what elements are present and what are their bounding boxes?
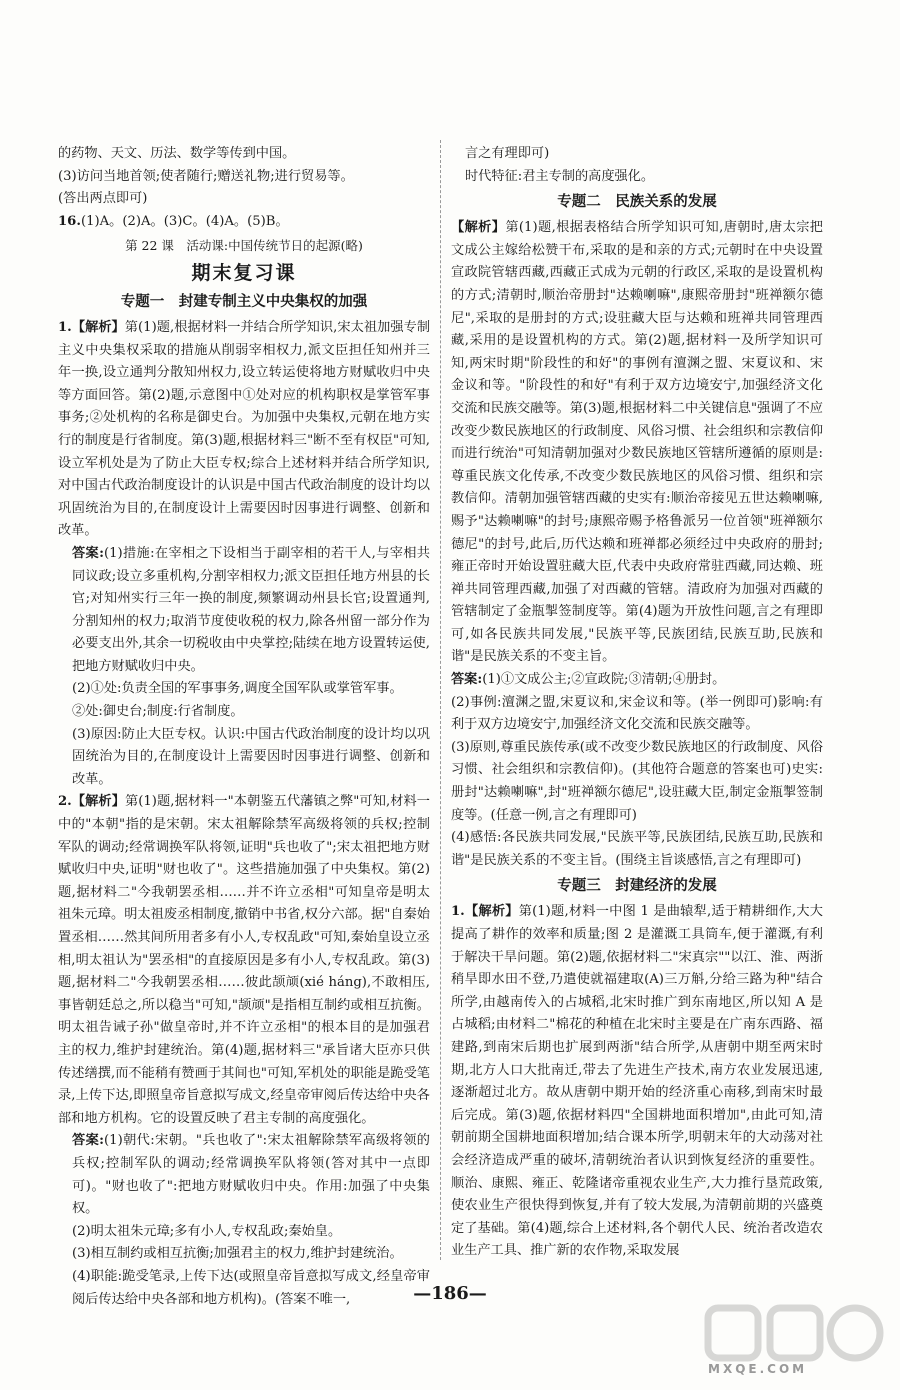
lesson-22-line: 第 22 课 活动课:中国传统节日的起源(略): [125, 238, 363, 254]
analysis-tag: 【解析】: [71, 319, 125, 335]
text-line: 言之有理即可): [465, 146, 550, 161]
question-number: 1.: [58, 319, 72, 335]
q2-analysis: [58, 791, 430, 1130]
answer-text: (2)事例:澶渊之盟,宋夏议和,宋金议和等。(举一例即可)影响:有利于双方边境安宁,加强经济文化交流和民族交融等。: [451, 694, 823, 733]
page-number: —186—: [413, 1283, 487, 1304]
analysis-tag: 【解析】: [464, 904, 519, 920]
answer-text: (4)感悟:各民族共同发展,"民族平等,民族团结,民族互助,民族和谐"是民族关系的不变主旨。(围绕主旨谈感悟,言之有理即可): [451, 830, 823, 868]
q1-analysis: [58, 317, 430, 543]
q1-answer: [58, 543, 430, 679]
q2-answer: [58, 1130, 430, 1220]
question-number: 16.: [58, 213, 81, 229]
text-line: 的药物、天文、历法、数学等传到中国。: [58, 146, 296, 161]
answer-text: (3)原因:防止大臣专权。认识:中国古代政治制度的设计均以巩固统治为目的,在制度设计上需要因时因事进行调整、创新和改革。: [72, 726, 430, 787]
analysis-tag: 【解析】: [451, 220, 506, 236]
answer-tag: 答案:: [451, 672, 483, 688]
answer-text: (3)相互制约或相互抗衡;加强君主的权力,维护封建统治。: [72, 1246, 403, 1262]
answer-text: (3)原则,尊重民族传承(或不改变少数民族地区的行政制度、风俗习惯、社会组织和宗教信仰)。(其他符合题意的答案也可)史实:册封"达赖喇嘛",封"班禅额尔德尼",设驻藏大臣,制定金瓶掣签制度等。(任意一例,言之有理即可): [451, 739, 823, 823]
analysis-tag: 【解析】: [71, 794, 125, 810]
text-line: (3)访问当地首领;使者随行;赠送礼物;进行贸易等。: [58, 168, 354, 184]
question-answer: (1)A。(2)A。(3)C。(4)A。(5)B。: [80, 213, 289, 229]
answer-text: (2)明太祖朱元璋;多有小人,专权乱政;秦始皇。: [72, 1223, 342, 1239]
answer-tag: 答案:: [72, 545, 104, 561]
question-number: 2.: [58, 794, 72, 810]
right-column: [451, 143, 823, 1263]
column-divider: [440, 140, 441, 1260]
question-number: 1.: [451, 904, 465, 920]
analysis-text: 第(1)题,据材料一"本朝鉴五代藩镇之弊"可知,材料一中的"本朝"指的是宋朝。宋太祖解除禁军高级将领的兵权;控制军队的调动;经常调换军队将领,证明"兵也收了";宋太祖把地方财赋收归中央,证明"财也收了"。这些措施加强了中央集权。第(2)题,据材料二"今我朝罢丞相……并不许立丞相"可知皇帝是明太祖朱元璋。明太祖废丞相制度,撤销中书省,权分六部。据"自秦始置丞相……然其间所用者多有小人,专权乱政"可知,秦始皇设立丞相,明太祖认为"罢丞相"的直接原因是多有小人,专权乱政。第(3)题,据材料二"今我朝罢丞相……彼此颉颃(xié háng),不敢相压,事皆朝廷总之,所以稳当"可知,"颉颃"是指相互制约或相互抗衡。明太祖告诫子孙"做皇帝时,并不许立丞相"的根本目的是加强君主的权力,维护封建统治。第(4)题,据材料三"承旨诸大臣亦只供传述缮撰,而不能稍有赞画于其间也"可知,军机处的职能是跪受笔录,上传下达,即照皇帝旨意拟写成文,经皇帝审阅后传达给中央各部和地方机构。它的设置反映了君主专制的高度强化。: [58, 794, 430, 1126]
answer-tag: 答案:: [72, 1133, 105, 1149]
topic2-answer: [451, 669, 823, 692]
answer-text: (1)①文成公主;②宣政院;③清朝;④册封。: [482, 672, 726, 688]
text-line: 时代特征:君主专制的高度强化。: [465, 168, 655, 184]
topic3-analysis: [451, 901, 823, 1263]
analysis-text: 第(1)题,根据材料一并结合所学知识,宋太祖加强专制主义中央集权采取的措施从削弱宰相权力,派文臣担任知州并三年一换,设立通判分散知州权力,设立转运使将地方财赋收归中央等方面回答。第(2)题,示意图中①处对应的机构职权是掌管军事事务;②处机构的名称是御史台。为加强中央集权,元朝在地方实行的制度是行省制度。第(3)题,根据材料三"断不至有权臣"可知,设立军机处是为了防止大臣专权;综合上述材料并结合所学知识,对中国古代政治制度设计的认识是中国古代政治制度的设计均以巩固统治为目的,在制度设计上需要因时因事进行调整、创新和改革。: [58, 319, 431, 539]
watermark-text: MXQE.COM: [708, 1362, 808, 1376]
topic3-title: 专题三 封建经济的发展: [557, 878, 717, 895]
answer-text: ②处:御史台;制度:行省制度。: [72, 704, 244, 720]
text-line: (答出两点即可): [58, 191, 148, 207]
answer-text: (1)朝代:宋朝。"兵也收了":宋太祖解除禁军高级将领的兵权;控制军队的调动;经常调换军队将领(答对其中一点即可)。"财也收了":把地方财赋收归中央。作用:加强了中央集权。: [72, 1133, 430, 1217]
analysis-text: 第(1)题,材料一中图 1 是曲辕犁,适于精耕细作,大大提高了耕作的效率和质量;图 2 是灌溉工具筒车,便于灌溉,有利于解决干旱问题。第(2)题,依据材料二"宋真宗""以江、淮、两浙稍旱即水田不登,乃遣使就福建取(A)三万斛,分给三路为种"结合所学,由越南传入的占城稻,北宋时推广到东南地区,所以知 A 是占城稻;由材料二"棉花的种植在北宋时主要是在广南东西路、福建路,到南宋后期也扩展到两浙"结合所学,从唐朝中期至两宋时期,北方人口大批南迁,带去了先进生产技术,南方农业发展迅速,逐渐超过北方。故从唐朝中期开始的经济重心南移,到南宋时最后完成。第(3)题,依据材料四"全国耕地面积增加",由此可知,清朝前期全国耕地面积增加;结合课本所学,明朝末年的大动荡对社会经济造成严重的破坏,清朝统治者认识到恢复经济的重要性。顺治、康熙、雍正、乾隆诸帝重视农业生产,大力推行垦荒政策,使农业生产很快得到恢复,并有了较大发展,为清朝前期的兴盛奠定了基础。第(4)题,综合上述材料,各个朝代人民、统治者改造农业生产工具、推广新的农作物,采取发展: [451, 904, 823, 1259]
review-title: 期末复习课: [191, 261, 297, 284]
answer-text: (4)职能:跪受笔录,上传下达(或照皇帝旨意拟写成文,经皇帝审阅后传达给中央各部和地方机构)。(答案不唯一,: [72, 1268, 430, 1307]
answer-text: (1)措施:在宰相之下设相当于副宰相的若干人,与宰相共同议政;设立多重机构,分割宰相权力;派文臣担任地方州县的长官;对知州实行三年一换的制度,频繁调动州县长官;设置通判,分割知州的权力;取消节度使收税的权力,除各州留一部分作为必要支出外,其余一切税收由中央掌控;陆续在地方设置转运使,把地方财赋收归中央。: [72, 545, 430, 674]
answer-text: (2)①处:负责全国的军事事务,调度全国军队或掌管军事。: [72, 681, 403, 697]
topic1-title: 专题一 封建专制主义中央集权的加强: [120, 293, 368, 310]
left-column: [58, 143, 430, 1311]
analysis-text: 第(1)题,根据表格结合所学知识可知,唐朝时,唐太宗把文成公主嫁给松赞干布,采取的是和亲的方式;元朝时在中央设置宣政院管辖西藏,西藏正式成为元朝的行政区,采取的是设置机构的方式;清朝时,顺治帝册封"达赖喇嘛",康熙帝册封"班禅额尔德尼",采取的是册封的方式;设驻藏大臣与达赖和班禅共同管理西藏,采用的是设置机构的方式。第(2)题,据材料一及所学知识可知,两宋时期"阶段性的和好"的事例有澶渊之盟、宋夏议和、宋金议和等。"阶段性的和好"有利于双方边境安宁,加强经济文化交流和民族交融等。第(3)题,根据材料二中关键信息"强调了不应改变少数民族地区的行政制度、风俗习惯、社会组织和宗教信仰而进行统治"可知清朝加强对少数民族地区管辖所遵循的原则是:尊重民族文化传承,不改变少数民族地区的风俗习惯、组织和宗教信仰。清朝加强管辖西藏的史实有:顺治帝接见五世达赖喇嘛,赐予"达赖喇嘛"的封号;康熙帝赐予格鲁派另一位首领"班禅额尔德尼"的封号,此后,历代达赖和班禅都必须经过中央政府的册封;雍正帝时开始设置驻藏大臣,代表中央政府常驻西藏,同达赖、班禅共同管理西藏,加强了对西藏的管辖。清政府为加强对西藏的管辖制定了金瓶掣签制度等。第(4)题为开放性问题,言之有理即可,如各民族共同发展,"民族平等,民族团结,民族互助,民族和谐"是民族关系的不变主旨。: [451, 220, 823, 665]
topic2-analysis: [451, 217, 823, 669]
question-16: [58, 211, 430, 234]
topic2-title: 专题二 民族关系的发展: [557, 194, 717, 211]
